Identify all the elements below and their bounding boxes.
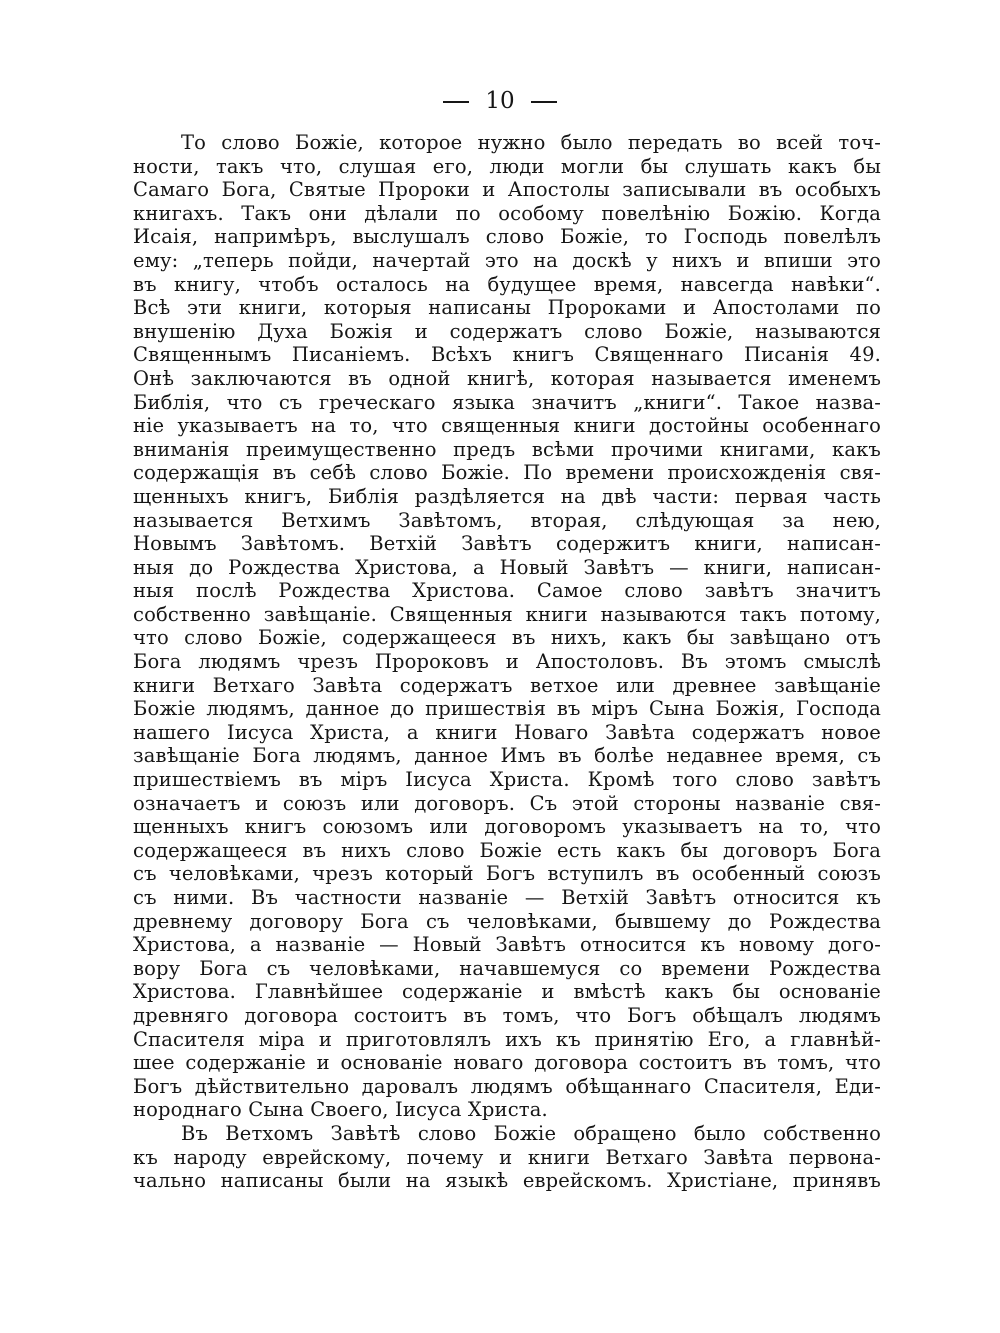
text-line: Христова, а названіе — Новый Завѣтъ относится къ новому дого- — [133, 933, 881, 957]
text-line: древняго договора состоитъ въ томъ, что Богъ обѣщалъ людямъ — [133, 1003, 881, 1027]
page-header — [0, 88, 1000, 114]
text-line: нашего Іисуса Христа, а книги Новаго Завѣта содержатъ новое — [133, 720, 881, 744]
text-line: завѣщаніе Бога людямъ, данное Имъ въ болѣе недавнее время, съ — [133, 744, 881, 768]
text-line: внушенію Духа Божія и содержатъ слово Божіе, называются — [133, 319, 881, 343]
text-line: ности, такъ что, слушая его, люди могли бы слушать какъ бы — [133, 154, 881, 178]
text-line: вору Бога съ человѣками, начавшемуся со времени Рождества — [133, 956, 881, 980]
text-line: ніе указываетъ на то, что священныя книги достойны особеннаго — [133, 414, 881, 438]
text-line: въ книгу, чтобъ осталось на будущее время, навсегда навѣки“. — [133, 272, 881, 296]
paragraph-2 — [133, 1122, 881, 1193]
text-line: съ человѣками, чрезъ который Богъ вступилъ въ особенный союзъ — [133, 862, 881, 886]
text-line: содержащія въ себѣ слово Божіе. По времени происхожденія свя- — [133, 461, 881, 485]
text-line: Въ Ветхомъ Завѣтѣ слово Божіе обращено было собственно — [181, 1121, 881, 1145]
text-line: содержащееся въ нихъ слово Божіе есть какъ бы договоръ Бога — [133, 838, 881, 862]
text-line: Всѣ эти книги, которыя написаны Пророками и Апостолами по — [133, 296, 881, 320]
text-line: книги Ветхаго Завѣта содержатъ ветхое или древнее завѣщаніе — [133, 673, 881, 697]
text-line: ныя до Рождества Христова, а Новый Завѣтъ — книги, написан- — [133, 555, 881, 579]
text-line: Богъ дѣйствительно даровалъ людямъ обѣщаннаго Спасителя, Еди- — [133, 1074, 881, 1098]
text-line: древнему договору Бога съ человѣками, бывшему до Рождества — [133, 909, 881, 933]
text-line: съ ними. Въ частности названіе — Ветхій Завѣтъ относится къ — [133, 886, 881, 909]
text-line: ныя послѣ Рождества Христова. Самое слово завѣтъ значитъ — [133, 579, 881, 603]
text-line: Исаія, напримѣръ, выслушалъ слово Божіе, то Господь повелѣлъ — [133, 225, 881, 249]
text-line: Новымъ Завѣтомъ. Ветхій Завѣтъ содержитъ книги, написан- — [133, 532, 881, 556]
text-line: Самаго Бога, Святые Пророки и Апостолы записывали въ особыхъ — [133, 178, 881, 202]
text-line: называется Ветхимъ Завѣтомъ, вторая, слѣдующая за нею, — [133, 508, 881, 532]
text-line: Христова. Главнѣйшее содержаніе и вмѣстѣ какъ бы основаніе — [133, 980, 881, 1004]
text-line: Божіе людямъ, данное до пришествія въ міръ Сына Божія, Господа — [133, 697, 881, 721]
body-text — [133, 131, 881, 1193]
text-line: пришествіемъ въ міръ Іисуса Христа. Кромѣ того слово завѣтъ — [133, 768, 881, 792]
text-line: Библія, что съ греческаго языка значитъ „книги“. Такое назва- — [133, 390, 881, 414]
text-line: что слово Божіе, содержащееся въ нихъ, какъ бы завѣщано отъ — [133, 626, 881, 650]
text-line: шее содержаніе и основаніе новаго договора состоитъ въ томъ, что — [133, 1051, 881, 1075]
header-dash-right — [531, 101, 557, 103]
text-line: означаетъ и союзъ или договоръ. Съ этой стороны названіе свя- — [133, 791, 881, 815]
text-line: Спасителя міра и приготовлялъ ихъ къ принятію Его, а главнѣй- — [133, 1027, 881, 1051]
header-dash-left — [443, 101, 469, 103]
text-line: къ народу еврейскому, почему и книги Ветхаго Завѣта первона- — [133, 1145, 881, 1169]
text-line: нороднаго Сына Своего, Іисуса Христа. — [133, 1098, 548, 1122]
paragraph-1 — [133, 131, 881, 1122]
text-line: То слово Божіе, которое нужно было передать во всей точ- — [181, 131, 881, 154]
text-line: собственно завѣщаніе. Священныя книги называются такъ потому, — [133, 602, 881, 626]
page-number: 10 — [485, 88, 515, 114]
text-line: чально написаны были на языкѣ еврейскомъ. Христіане, принявъ — [133, 1169, 881, 1193]
text-line: книгахъ. Такъ они дѣлали по особому повелѣнію Божію. Когда — [133, 201, 881, 225]
text-line: ему: „теперь пойди, начертай это на доскѣ у нихъ и впиши это — [133, 248, 881, 272]
text-line: Онѣ заключаются въ одной книгѣ, которая называется именемъ — [133, 366, 881, 390]
text-line: щенныхъ книгъ, Библія раздѣляется на двѣ части: первая часть — [133, 484, 881, 508]
text-line: вниманія преимущественно предъ всѣми прочими книгами, какъ — [133, 437, 881, 461]
text-line: щенныхъ книгъ союзомъ или договоромъ указываетъ на то, что — [133, 815, 881, 839]
text-line: Бога людямъ чрезъ Пророковъ и Апостоловъ. Въ этомъ смыслѣ — [133, 650, 881, 674]
text-line: Священнымъ Писаніемъ. Всѣхъ книгъ Священнаго Писанія 49. — [133, 343, 881, 367]
